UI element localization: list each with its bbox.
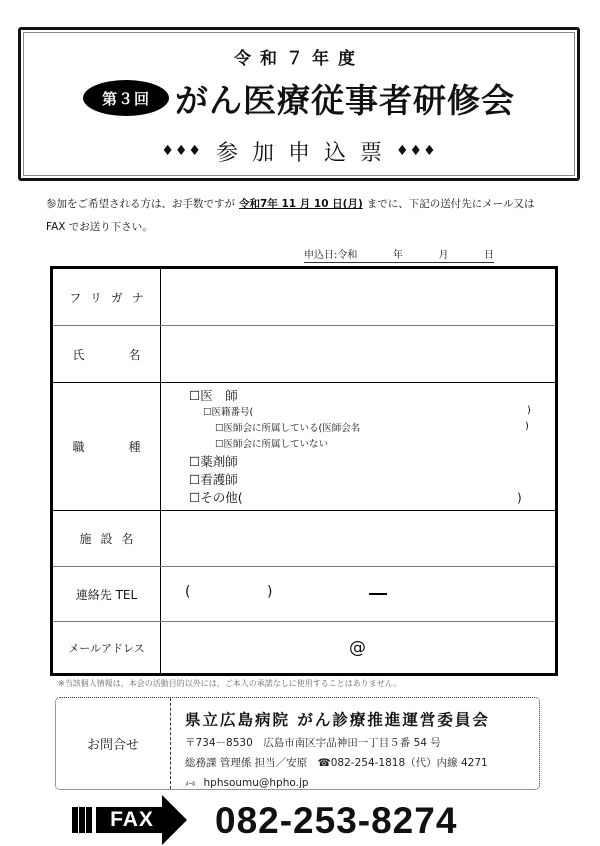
furigana-field[interactable] xyxy=(161,269,555,325)
intro-text: 参加をご希望される方は、お手数ですが 令和7年 11 月 10 日(月) までに、下記の送付先にメール又は FAX でお送り下さい。 xyxy=(46,198,535,233)
diamond-icon: ♦♦♦ xyxy=(396,143,437,159)
checkbox-assoc-member[interactable]: ☐医師会に所属している(医師会名 xyxy=(215,423,361,434)
dash-separator xyxy=(369,593,387,595)
page-subtitle: 参加申込票 xyxy=(215,140,396,166)
checkbox-pharmacist[interactable]: ☐薬剤師 xyxy=(189,454,238,469)
email-field[interactable] xyxy=(161,622,555,673)
row-facility: 施設名 xyxy=(53,511,555,567)
checkbox-other[interactable]: ☐その他( xyxy=(189,490,243,505)
contact-address: 〒734－8530 広島市南区宇品神田一丁目５番 54 号 xyxy=(185,737,441,749)
page-title: がん医療従事者研修会 xyxy=(175,80,515,120)
deadline: 令和7年 11 月 10 日(月) xyxy=(239,198,363,210)
row-name: 氏 名 xyxy=(53,326,555,383)
contact-org: 県立広島病院 がん診療推進運営委員会 xyxy=(185,711,490,729)
arrow-right-icon xyxy=(162,795,187,845)
fax-label: FAX xyxy=(96,807,168,833)
tel-field[interactable]: ( ) xyxy=(161,567,555,621)
apply-date-field[interactable]: 申込日:令和 年 月 日 xyxy=(304,246,494,263)
contact-box: お問合せ 県立広島病院 がん診療推進運営委員会 〒734－8530 広島市南区宇品神田一丁目５番 54 号 総務課 管理係 担当／安原 ☎082-254-1818（代）内線 4271 ﾒｰﾙ hphsoumu@hpho.jp xyxy=(55,697,540,790)
fax-number: 082-253-8274 xyxy=(215,800,458,841)
contact-dept: 総務課 管理係 担当／安原 ☎082-254-1818（代）内線 4271 xyxy=(185,757,488,769)
row-email: メールアドレス @ xyxy=(53,622,555,673)
fiscal-year: 令和７年度 xyxy=(234,49,364,69)
at-sign: @ xyxy=(349,638,366,658)
checkbox-license-number[interactable]: ☐医籍番号( xyxy=(203,407,254,418)
name-field[interactable] xyxy=(161,326,555,382)
row-furigana: フリガナ xyxy=(53,269,555,326)
job-type-options xyxy=(189,387,360,507)
facility-field[interactable] xyxy=(161,511,555,566)
fax-arrow-icon xyxy=(72,795,187,845)
row-job-type: 職 種 ☐医 師 ☐医籍番号( ☐医師会に所属している(医師会名 ☐医師会に所属していない ☐薬剤師 ☐看護師 ☐その他( ) ) ) xyxy=(53,383,555,511)
checkbox-assoc-nonmember[interactable]: ☐医師会に所属していない xyxy=(215,439,329,450)
privacy-note: ※当該個人情報は、本会の活動目的以外には、ご本人の承諾なしに使用することはありません。 xyxy=(58,679,402,688)
application-form-table xyxy=(50,266,558,676)
checkbox-doctor[interactable]: ☐医 師 xyxy=(189,388,238,403)
title-box xyxy=(18,27,580,181)
contact-label: お問合せ xyxy=(56,698,171,789)
checkbox-nurse[interactable]: ☐看護師 xyxy=(189,472,238,487)
session-badge: 第３回 xyxy=(83,80,169,116)
row-tel: 連絡先 TEL ( ) xyxy=(53,567,555,622)
diamond-icon: ♦♦♦ xyxy=(161,143,202,159)
contact-email[interactable]: hphsoumu@hpho.jp xyxy=(203,777,309,789)
